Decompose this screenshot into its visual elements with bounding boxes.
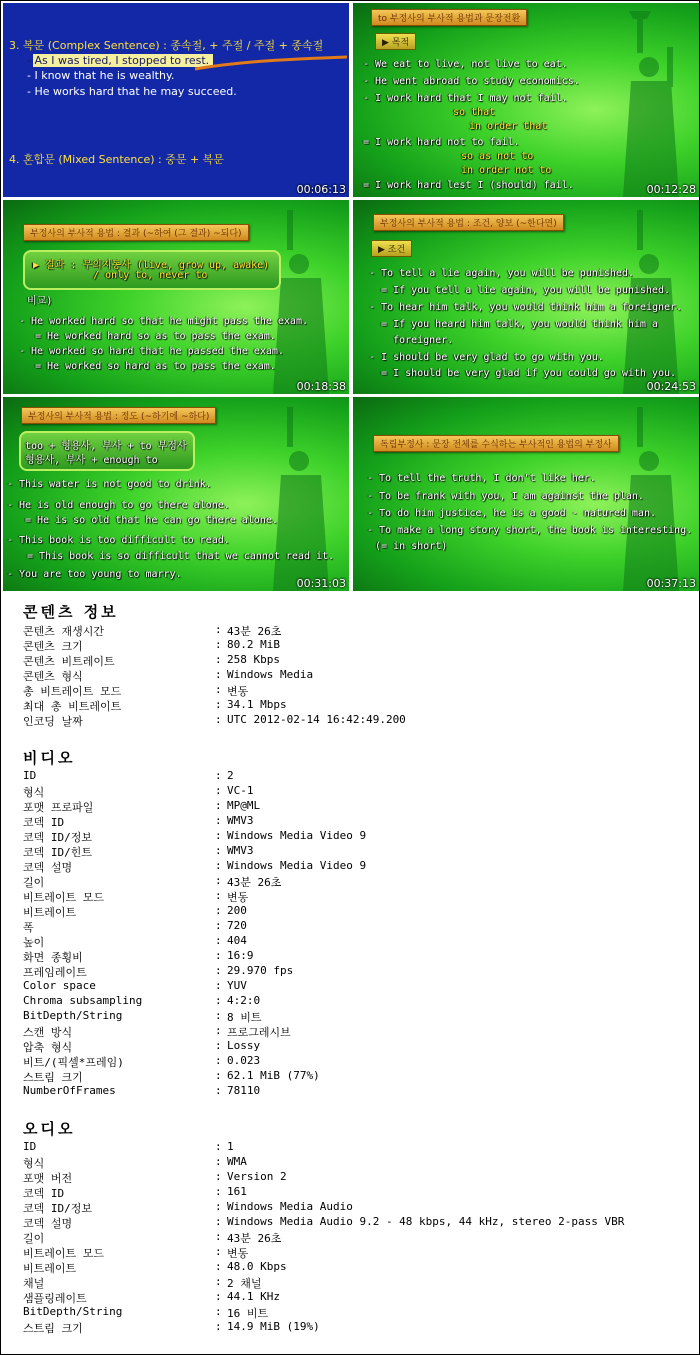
info-separator: : bbox=[215, 1215, 222, 1228]
info-separator: : bbox=[215, 1155, 222, 1168]
info-value: Windows Media Video 9 bbox=[227, 829, 367, 842]
info-key: 코덱 ID/정보 bbox=[23, 831, 92, 844]
info-row bbox=[23, 799, 683, 814]
info-key: 코덱 ID bbox=[23, 1187, 65, 1200]
section-title: 비디오 bbox=[23, 749, 76, 767]
info-key: 형식 bbox=[23, 786, 45, 799]
info-row bbox=[23, 1024, 683, 1039]
info-value: 34.1 Mbps bbox=[227, 698, 287, 711]
info-separator: : bbox=[215, 1305, 222, 1318]
info-row bbox=[23, 653, 683, 668]
info-key: ID bbox=[23, 1140, 37, 1153]
info-separator: : bbox=[215, 713, 222, 726]
info-separator: : bbox=[215, 1084, 222, 1097]
media-info bbox=[23, 601, 683, 1335]
info-row bbox=[23, 1215, 683, 1230]
info-value: 43분 26초 bbox=[227, 876, 282, 889]
info-value: 62.1 MiB (77%) bbox=[227, 1069, 320, 1082]
section-rows bbox=[23, 1140, 683, 1335]
info-value: 404 bbox=[227, 934, 247, 947]
slide-line: = If you tell a lie again, you will be punished. bbox=[381, 285, 670, 296]
info-separator: : bbox=[215, 964, 222, 977]
slide-line: - He is old enough to go there alone. bbox=[7, 500, 230, 511]
slide-line: - To hear him talk, you would think him a foreigner. bbox=[369, 302, 683, 313]
info-key: 콘텐츠 크기 bbox=[23, 640, 83, 653]
info-value: 720 bbox=[227, 919, 247, 932]
info-value: 161 bbox=[227, 1185, 247, 1198]
info-key: 코덱 설명 bbox=[23, 861, 73, 874]
info-key: 비트/(픽셀*프레임) bbox=[23, 1056, 124, 1069]
info-row bbox=[23, 1155, 683, 1170]
timestamp: 00:37:13 bbox=[646, 577, 696, 590]
info-key: 포맷 프로파일 bbox=[23, 801, 94, 814]
info-key: 압축 형식 bbox=[23, 1041, 73, 1054]
slide-line: = I work hard not to fail. bbox=[363, 137, 520, 148]
info-row bbox=[23, 934, 683, 949]
info-separator: : bbox=[215, 874, 222, 887]
info-value: Version 2 bbox=[227, 1170, 287, 1183]
section-rows bbox=[23, 623, 683, 728]
slide-header: 독립부정사 : 문장 전체를 수식하는 부사적인 용법의 부정사 bbox=[373, 435, 619, 452]
info-value: 48.0 Kbps bbox=[227, 1260, 287, 1273]
info-separator: : bbox=[215, 769, 222, 782]
info-separator: : bbox=[215, 1260, 222, 1273]
info-row bbox=[23, 1009, 683, 1024]
info-row bbox=[23, 623, 683, 638]
info-row bbox=[23, 1260, 683, 1275]
info-value: 14.9 MiB (19%) bbox=[227, 1320, 320, 1333]
slide-line: = I work hard lest I (should) fail. bbox=[363, 180, 574, 191]
info-separator: : bbox=[215, 1200, 222, 1213]
timestamp: 00:24:53 bbox=[646, 380, 696, 393]
info-key: 스트림 크기 bbox=[23, 1322, 83, 1335]
info-row bbox=[23, 1084, 683, 1099]
slide-line: 3. 복문 (Complex Sentence) : 종속절, + 주절 / 주절 + 종속절 bbox=[9, 39, 324, 52]
slide-line: = If you heard him talk, you would think him a bbox=[381, 319, 658, 330]
info-key: 프레임레이트 bbox=[23, 966, 87, 979]
info-key: 코덱 ID/힌트 bbox=[23, 846, 92, 859]
info-row bbox=[23, 994, 683, 1009]
statue-of-liberty-icon bbox=[579, 3, 699, 197]
info-row bbox=[23, 844, 683, 859]
slide-line: - This water is not good to drink. bbox=[7, 479, 212, 490]
info-separator: : bbox=[215, 1009, 222, 1022]
info-value: 1 bbox=[227, 1140, 234, 1153]
info-separator: : bbox=[215, 1069, 222, 1082]
info-row bbox=[23, 829, 683, 844]
section-title: 콘텐츠 정보 bbox=[23, 603, 119, 621]
info-key: ID bbox=[23, 769, 37, 782]
info-key: 최대 총 비트레이트 bbox=[23, 700, 122, 713]
info-separator: : bbox=[215, 1039, 222, 1052]
info-separator: : bbox=[215, 668, 222, 681]
info-key: 높이 bbox=[23, 936, 45, 949]
info-row bbox=[23, 1230, 683, 1245]
slide-tag: ▶ 조건 bbox=[371, 240, 412, 257]
timestamp: 00:06:13 bbox=[296, 183, 346, 196]
thumbnail-3[interactable] bbox=[3, 200, 349, 394]
info-row bbox=[23, 1245, 683, 1260]
slide-line: - He worked hard so that he might pass the exam. bbox=[19, 316, 308, 327]
info-value: YUV bbox=[227, 979, 247, 992]
info-row bbox=[23, 1069, 683, 1084]
info-row bbox=[23, 814, 683, 829]
info-value: 프로그레시브 bbox=[227, 1026, 291, 1039]
info-key: 코덱 ID bbox=[23, 816, 65, 829]
info-value: 변동 bbox=[227, 891, 249, 904]
info-row bbox=[23, 1320, 683, 1335]
info-separator: : bbox=[215, 683, 222, 696]
info-key: 스트림 크기 bbox=[23, 1071, 83, 1084]
info-separator: : bbox=[215, 799, 222, 812]
info-key: 콘텐츠 재생시간 bbox=[23, 625, 105, 638]
slide-line: - As I was tired, I stopped to rest. bbox=[27, 54, 210, 67]
thumbnail-5[interactable] bbox=[3, 397, 349, 591]
info-separator: : bbox=[215, 994, 222, 1007]
slide-line: - He worked so hard that he passed the exam. bbox=[19, 346, 284, 357]
info-value: UTC 2012-02-14 16:42:49.200 bbox=[227, 713, 406, 726]
info-separator: : bbox=[215, 1140, 222, 1153]
slide-line: = This book is so difficult that we cannot read it. bbox=[27, 551, 335, 562]
info-value: 4:2:0 bbox=[227, 994, 261, 1007]
info-row bbox=[23, 919, 683, 934]
panel-line: / only to, never to bbox=[93, 270, 208, 281]
info-value: Windows Media bbox=[227, 668, 314, 681]
info-row bbox=[23, 874, 683, 889]
info-value: WMV3 bbox=[227, 844, 254, 857]
info-separator: : bbox=[215, 784, 222, 797]
slide-line: foreigner. bbox=[393, 335, 454, 346]
slide-line: (= in short) bbox=[375, 541, 448, 552]
info-key: BitDepth/String bbox=[23, 1305, 123, 1318]
info-row bbox=[23, 889, 683, 904]
slide-line: - To tell a lie again, you will be punished. bbox=[369, 268, 634, 279]
slide-tag: ▶ 목적 bbox=[375, 33, 416, 50]
slide-line: - We eat to live, not live to eat. bbox=[363, 59, 568, 70]
slide-line: - To make a long story short, the book is interesting. bbox=[367, 525, 693, 536]
slide-line: - I know that he is wealthy. bbox=[27, 69, 175, 82]
info-key: 비트레이트 bbox=[23, 1262, 77, 1275]
info-key: 폭 bbox=[23, 921, 34, 934]
info-separator: : bbox=[215, 889, 222, 902]
info-separator: : bbox=[215, 814, 222, 827]
info-key: 길이 bbox=[23, 1232, 45, 1245]
info-key: 인코딩 날짜 bbox=[23, 715, 83, 728]
info-value: WMA bbox=[227, 1155, 247, 1168]
info-separator: : bbox=[215, 904, 222, 917]
info-row bbox=[23, 979, 683, 994]
slide-line: = He is so old that he can go there alone. bbox=[25, 515, 278, 526]
info-separator: : bbox=[215, 859, 222, 872]
info-value: WMV3 bbox=[227, 814, 254, 827]
info-key: Chroma subsampling bbox=[23, 994, 143, 1007]
info-value: 2 bbox=[227, 769, 234, 782]
info-value: 2 채널 bbox=[227, 1277, 262, 1290]
info-value: 258 Kbps bbox=[227, 653, 280, 666]
slide-line: so as not to bbox=[461, 151, 534, 162]
info-separator: : bbox=[215, 1054, 222, 1067]
info-row bbox=[23, 1200, 683, 1215]
info-separator: : bbox=[215, 919, 222, 932]
info-row bbox=[23, 1290, 683, 1305]
info-row bbox=[23, 683, 683, 698]
info-key: 콘텐츠 형식 bbox=[23, 670, 83, 683]
slide-line: - He works hard that he may succeed. bbox=[27, 85, 237, 98]
info-key: 포맷 버전 bbox=[23, 1172, 73, 1185]
info-separator: : bbox=[215, 1170, 222, 1183]
info-separator: : bbox=[215, 1024, 222, 1037]
thumbnail-grid bbox=[3, 3, 699, 591]
info-key: 샘플링레이트 bbox=[23, 1292, 87, 1305]
thumbnail-2[interactable] bbox=[353, 3, 699, 197]
info-separator: : bbox=[215, 934, 222, 947]
info-separator: : bbox=[215, 844, 222, 857]
info-row bbox=[23, 964, 683, 979]
info-value: 16:9 bbox=[227, 949, 254, 962]
slide-line: in order that bbox=[469, 121, 548, 132]
slide-line: - This book is too difficult to read. bbox=[7, 535, 230, 546]
slide-line: = I should be very glad if you could go with you. bbox=[381, 368, 677, 379]
info-value: 200 bbox=[227, 904, 247, 917]
info-key: 화면 종횡비 bbox=[23, 951, 83, 964]
info-row bbox=[23, 1185, 683, 1200]
info-value: MP@ML bbox=[227, 799, 261, 812]
info-value: 변동 bbox=[227, 1247, 249, 1260]
info-separator: : bbox=[215, 979, 222, 992]
panel-line: 형용사, 부사 + enough to bbox=[25, 455, 158, 466]
info-value: 44.1 KHz bbox=[227, 1290, 280, 1303]
slide-line: - He went abroad to study economics. bbox=[363, 76, 580, 87]
section-title: 오디오 bbox=[23, 1120, 76, 1138]
info-key: 비트레이트 모드 bbox=[23, 1247, 105, 1260]
slide-line: 4. 혼합문 (Mixed Sentence) : 중문 + 복문 bbox=[9, 153, 224, 166]
info-value: Lossy bbox=[227, 1039, 261, 1052]
info-separator: : bbox=[215, 1245, 222, 1258]
info-separator: : bbox=[215, 698, 222, 711]
info-key: 길이 bbox=[23, 876, 45, 889]
info-row bbox=[23, 859, 683, 874]
timestamp: 00:31:03 bbox=[296, 577, 346, 590]
info-row bbox=[23, 904, 683, 919]
info-value: Windows Media Audio bbox=[227, 1200, 353, 1213]
info-value: 80.2 MiB bbox=[227, 638, 280, 651]
info-value: 8 비트 bbox=[227, 1011, 262, 1024]
info-row bbox=[23, 784, 683, 799]
info-row bbox=[23, 1054, 683, 1069]
info-value: 16 비트 bbox=[227, 1307, 269, 1320]
info-row bbox=[23, 1305, 683, 1320]
panel-line: too + 형용사, 부사 + to 부정사 bbox=[25, 441, 187, 452]
panel-line: ▶ 결과 : 무의지동사 (live, grow up, awake) bbox=[33, 260, 270, 271]
info-key: 총 비트레이트 모드 bbox=[23, 685, 122, 698]
slide-line: - I should be very glad to go with you. bbox=[369, 352, 604, 363]
info-value: Windows Media Video 9 bbox=[227, 859, 367, 872]
info-row bbox=[23, 638, 683, 653]
section-rows bbox=[23, 769, 683, 1099]
info-key: 스캔 방식 bbox=[23, 1026, 73, 1039]
info-value: VC-1 bbox=[227, 784, 254, 797]
slide-header: 부정사의 부사적 용법 : 정도 (~하기에 ~하다) bbox=[21, 407, 216, 424]
info-separator: : bbox=[215, 638, 222, 651]
info-value: Windows Media Audio 9.2 - 48 kbps, 44 kHz, stereo 2-pass VBR bbox=[227, 1215, 625, 1228]
info-key: 형식 bbox=[23, 1157, 45, 1170]
info-key: BitDepth/String bbox=[23, 1009, 123, 1022]
info-key: Color space bbox=[23, 979, 96, 992]
info-key: NumberOfFrames bbox=[23, 1084, 116, 1097]
statue-of-liberty-icon bbox=[579, 200, 699, 394]
info-key: 코덱 ID/정보 bbox=[23, 1202, 92, 1215]
timestamp: 00:18:38 bbox=[296, 380, 346, 393]
info-value: 29.970 fps bbox=[227, 964, 294, 977]
info-value: 0.023 bbox=[227, 1054, 261, 1067]
info-row bbox=[23, 713, 683, 728]
info-key: 채널 bbox=[23, 1277, 45, 1290]
info-value: 78110 bbox=[227, 1084, 261, 1097]
info-row bbox=[23, 1275, 683, 1290]
info-value: 43분 26초 bbox=[227, 625, 282, 638]
info-separator: : bbox=[215, 829, 222, 842]
slide-line: = He worked so hard as to pass the exam. bbox=[35, 361, 276, 372]
info-value: 43분 26초 bbox=[227, 1232, 282, 1245]
thumbnail-6[interactable] bbox=[353, 397, 699, 591]
slide-line: - You are too young to marry. bbox=[7, 569, 182, 580]
info-row bbox=[23, 1140, 683, 1155]
timestamp: 00:12:28 bbox=[646, 183, 696, 196]
info-row bbox=[23, 698, 683, 713]
slide-line: 비교) bbox=[27, 296, 53, 307]
thumbnail-4[interactable] bbox=[353, 200, 699, 394]
slide-line: - To tell the truth, I don't like her. bbox=[367, 473, 596, 484]
slide-header: 부정사의 부사적 용법 : 결과 (~하여 (그 결과) ~되다) bbox=[23, 224, 249, 241]
slide-line: = He worked hard so as to pass the exam. bbox=[35, 331, 276, 342]
info-row bbox=[23, 769, 683, 784]
slide-line: in order not to bbox=[461, 165, 552, 176]
info-value: 변동 bbox=[227, 685, 249, 698]
slide-line: so that bbox=[453, 107, 496, 118]
info-separator: : bbox=[215, 1290, 222, 1303]
info-row bbox=[23, 668, 683, 683]
info-separator: : bbox=[215, 1275, 222, 1288]
info-key: 코덱 설명 bbox=[23, 1217, 73, 1230]
info-separator: : bbox=[215, 1230, 222, 1243]
info-key: 비트레이트 모드 bbox=[23, 891, 105, 904]
info-separator: : bbox=[215, 949, 222, 962]
slide-line: - To do him justice, he is a good - natured man. bbox=[367, 508, 656, 519]
info-row bbox=[23, 1170, 683, 1185]
info-separator: : bbox=[215, 653, 222, 666]
info-row bbox=[23, 949, 683, 964]
slide-header: to 부정사의 부사적 용법과 문장전환 bbox=[371, 9, 527, 26]
info-key: 비트레이트 bbox=[23, 906, 77, 919]
slide-header: 부정사의 부사적 용법 : 조건, 양보 (~한다면) bbox=[373, 214, 564, 231]
slide-line: - I work hard that I may not fail. bbox=[363, 93, 568, 104]
slide-line: - To be frank with you, I am against the plan. bbox=[367, 491, 644, 502]
info-key: 콘텐츠 비트레이트 bbox=[23, 655, 115, 668]
info-separator: : bbox=[215, 1320, 222, 1333]
info-separator: : bbox=[215, 1185, 222, 1198]
info-separator: : bbox=[215, 623, 222, 636]
pen-stroke-icon bbox=[193, 55, 349, 73]
info-row bbox=[23, 1039, 683, 1054]
thumbnail-1[interactable] bbox=[3, 3, 349, 197]
